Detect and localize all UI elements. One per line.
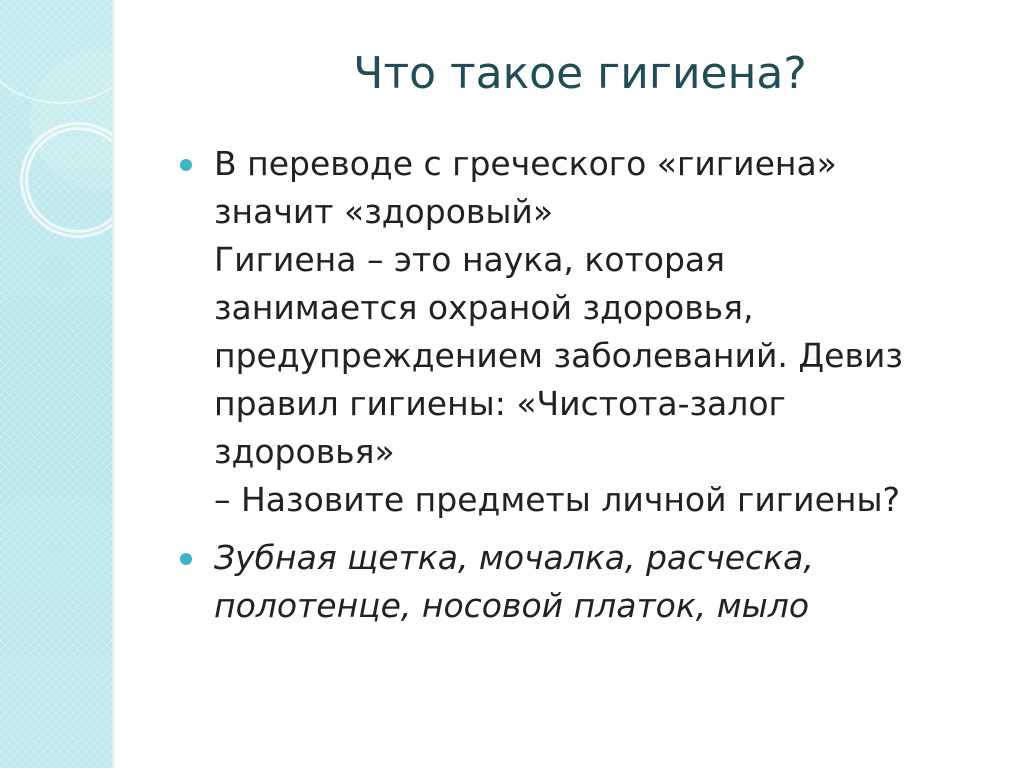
bullet-definition bbox=[178, 140, 1008, 524]
slide-title: Что такое гигиена? bbox=[353, 48, 807, 99]
bullet-line: полотенце, носовой платок, мыло bbox=[214, 586, 810, 625]
bullet-line: В переводе с греческого «гигиена» bbox=[214, 144, 837, 183]
bullet-hygiene-items bbox=[178, 534, 1008, 630]
bullet-line: Гигиена – это наука, которая bbox=[214, 240, 725, 279]
bullet-line: предупреждением заболеваний. Девиз bbox=[214, 336, 903, 375]
bullet-line: правил гигиены: «Чистота-залог bbox=[214, 384, 786, 423]
decorative-circles bbox=[0, 0, 112, 768]
bullet-line: значит «здоровый» bbox=[214, 192, 554, 231]
bullet-marker bbox=[180, 553, 192, 565]
side-band-edge bbox=[112, 0, 115, 768]
bullet-list bbox=[178, 140, 1008, 640]
bullet-line: занимается охраной здоровья, bbox=[214, 288, 754, 327]
bullet-line: здоровья» bbox=[214, 432, 395, 471]
decorative-circles-graphic bbox=[0, 0, 112, 768]
bullet-line: Зубная щетка, мочалка, расческа, bbox=[214, 538, 814, 577]
bullet-line: – Назовите предметы личной гигиены? bbox=[214, 480, 901, 519]
bullet-marker bbox=[180, 159, 192, 171]
